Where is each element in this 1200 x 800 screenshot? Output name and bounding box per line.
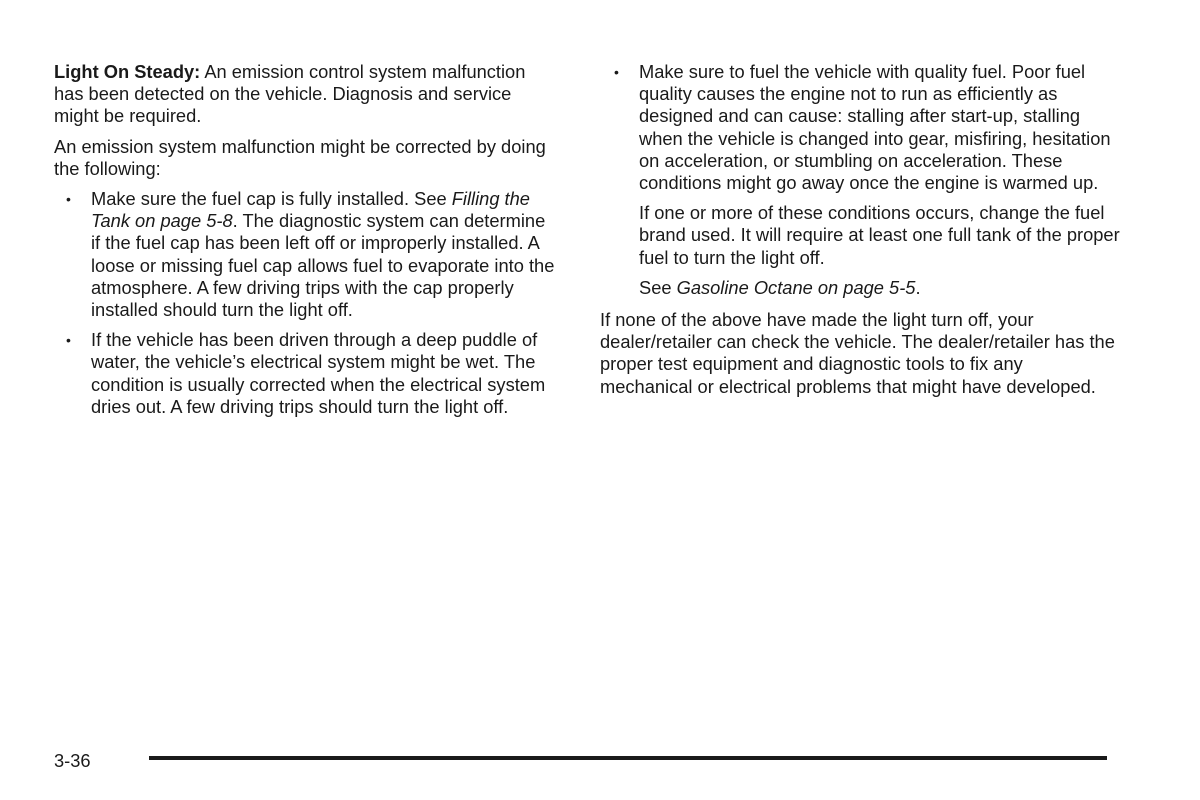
list-item-wet-electrical [54,329,559,418]
fuel-quality-text: Make sure to fuel the vehicle with quality fuel. Poor fuel quality causes the engine not to run as efficiently as designed and can cause: stalling after start-up, stalling when the vehicle is changed into gear, misfiring, hesitation on acceleration, or stumbling on acceleration. These conditions might go away once the engine is warmed up. [639,61,1111,194]
see-reference-period: . [915,276,921,298]
right-column [600,61,1120,398]
see-label: See [639,276,677,298]
wet-electrical-text: If the vehicle has been driven through a deep puddle of water, the vehicle’s electrical system might be wet. The condition is usually corrected when the electrical system dries out. A few driving trips should turn the light off. [91,329,546,417]
list-item-fuel-quality [600,61,1120,299]
light-on-steady-text: An emission control system malfunction has been detected on the vehicle. Diagnosis and service might be required. [54,61,526,127]
fuel-cap-text-pre: Make sure the fuel cap is fully installed. See [91,188,452,210]
bullet-icon: • [66,332,71,349]
filling-tank-reference: Filling the Tank on page 5-8 [91,188,530,232]
fuel-quality-list [600,61,1120,299]
bullet-icon: • [66,191,71,208]
see-reference-paragraph [639,277,1120,299]
emission-malfunction-paragraph: An emission system malfunction might be corrected by doing the following: [54,135,546,179]
light-on-steady-paragraph [54,61,559,128]
bullet-icon: • [614,64,619,80]
fuel-cap-text-post: . The diagnostic system can determine if the fuel cap has been left off or improperly installed. A loose or missing fuel cap allows fuel to evaporate into the atmosphere. A few driving trips with the cap properly installed should turn the light off. [91,210,555,321]
gasoline-octane-reference: Gasoline Octane on page 5-5 [676,276,916,298]
page-number: 3-36 [54,750,91,771]
change-fuel-brand-paragraph: If one or more of these conditions occurs, change the fuel brand used. It will require at least one full tank of the proper fuel to turn the light off. [639,202,1120,268]
corrective-actions-list [54,188,559,418]
list-item-fuel-cap [54,188,559,321]
dealer-paragraph: If none of the above have made the light turn off, your dealer/retailer can check the vehicle. The dealer/retailer has the proper test equipment and diagnostic tools to fix any mechanical or electrical problems that might have developed. [600,309,1115,397]
left-column [54,61,559,418]
footer-rule [149,756,1107,760]
light-on-steady-label: Light On Steady: [54,61,201,82]
